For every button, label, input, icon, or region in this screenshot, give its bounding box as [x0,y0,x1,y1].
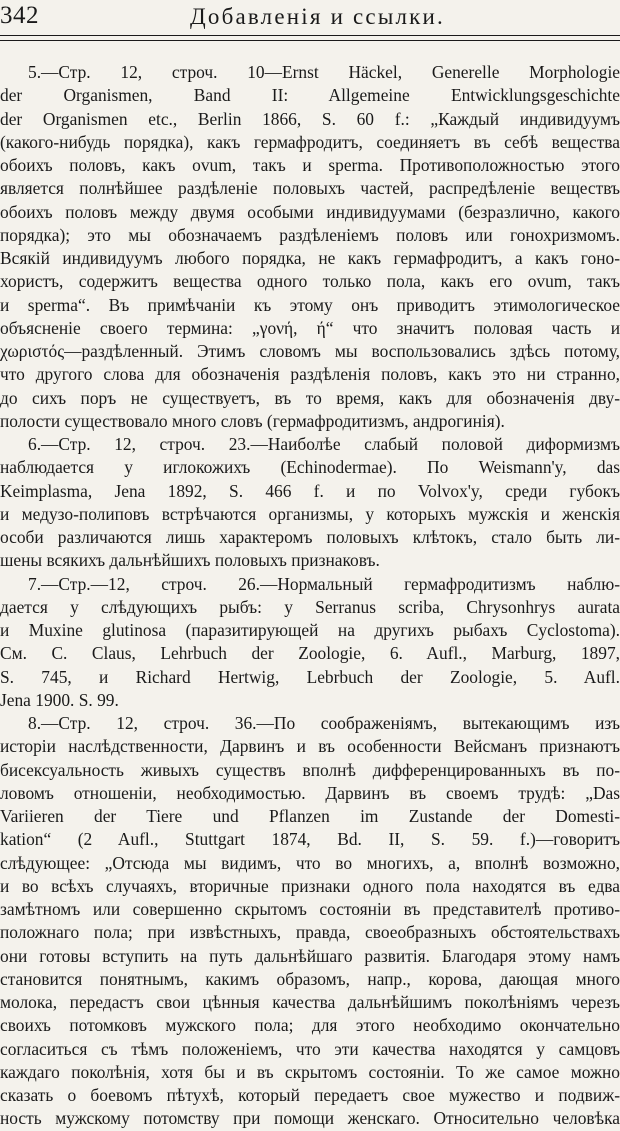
text-line: Keimplasma, Jena 1892, S. 466 f. и по Volvox'y, среди губокъ [0,480,620,501]
paragraph-note-8 [0,712,620,1131]
text-line: χωριστός—раздѣленный. Этимъ словомъ мы воспользовались здѣсь потому, [0,341,620,361]
text-line: и во всѣхъ случаяхъ, вторичные признаки одного пола находятся въ едва [0,875,620,896]
text-line: 8.—Стр. 12, строч. 36.—По соображеніямъ, вытекающимъ изъ [28,713,620,733]
text-line: Variieren der Tiere und Pflanzen im Zustande der Domesti- [0,806,620,826]
notes-body [0,61,620,1131]
text-line: бисексуальность живыхъ существъ вполнѣ дифференцированныхъ въ по- [0,759,620,780]
text-line: 7.—Стр.—12, строч. 26.—Нормальный гермафродитизмъ наблю- [28,573,620,594]
text-line: и Muxine glutinosa (паразитирующей на другихъ рыбахъ Cyclostoma). [0,620,620,640]
text-line: 6.—Стр. 12, строч. 23.—Наиболѣе слабый половой диформизмъ [28,434,620,454]
paragraph-note-7 [0,573,620,713]
text-line: исторіи наслѣдственности, Дарвинъ и въ особенности Вейсманъ признаютъ [0,736,620,757]
text-line: замѣтномъ или совершенно скрытомъ состояніи въ представителѣ противо- [0,899,620,919]
page-header [0,0,620,34]
text-line: сказать о боевомъ пѣтухѣ, который передаетъ свое мужество и подвиж- [0,1085,620,1105]
text-line: объясненіе своего термина: „γονή, ή“ что значитъ половая часть и [0,317,620,338]
text-line: что другого слова для обозначенія раздѣленія половъ, какъ это ни странно, [0,364,620,385]
text-line: (какого-нибудь порядка), какъ гермафродитъ, соединяетъ въ себѣ вещества [0,131,620,152]
text-line: до сихъ поръ не существуетъ, въ то время, какъ для обозначенія дву- [0,387,620,408]
text-line: каждаго поколѣнія, хотя бы и въ скрытомъ состояніи. То же самое можно [0,1061,620,1082]
paragraph-note-6 [0,433,620,573]
text-line: обоихъ половъ, какъ ovum, такъ и sperma. Противоположностью этого [0,155,620,175]
text-line: der Organismen, Band II: Allgemeine Entwicklungsgeschichte [0,85,620,106]
text-line: особи различаются лишь характеромъ половыхъ клѣтокъ, стало быть ли- [0,527,620,547]
text-line: der Organismen etc., Berlin 1866, S. 60 f.: „Каждый индивидуумъ [0,108,620,129]
text-line: ловомъ отношеніи, необходимостью. Дарвинъ въ своемъ трудѣ: „Das [0,782,620,803]
text-line: дается у слѣдующихъ рыбъ: у Serranus scriba, Chrysonhrys aurata [0,596,620,617]
text-line: См. C. Claus, Lehrbuch der Zoologie, 6. Aufl., Marburg, 1897, [0,643,620,664]
header-rule-top [0,35,620,36]
page-number: 342 [0,2,39,29]
text-line: своихъ потомковъ мужского пола; для этого необходимо окончательно [0,1015,620,1036]
text-line: слѣдующее: „Отсюда мы видимъ, что во многихъ, а, вполнѣ возможно, [0,852,620,873]
text-line: они готовы вступить на путь дальнѣйшаго развитія. Благодаря этому намъ [0,945,620,966]
text-line: является полнѣйшее раздѣленіе половыхъ частей, распредѣленіе веществъ [0,178,620,199]
text-line: Jena 1900. S. 99. [0,689,119,710]
paragraph-note-5 [0,61,620,433]
text-line: обоихъ половъ между двумя особыми индивидуумами (безразлично, какого [0,201,620,222]
running-title: Добавленія и ссылки. [190,4,446,29]
text-line: и медузо-полиповъ встрѣчаются организмы, у которыхъ мужскія и женскія [0,503,620,524]
text-line: kation“ (2 Aufl., Stuttgart 1874, Bd. II, S. 59. f.)—говоритъ [0,829,620,850]
header-rule-bottom [0,40,620,41]
text-line: становится понятнымъ, какимъ образомъ, напр., корова, дающая много [0,968,620,989]
text-line: и sperma“. Въ примѣчаніи къ этому онъ приводитъ этимологическое [0,294,620,315]
text-line: 5.—Стр. 12, строч. 10—Ernst Häckel, Generelle Morphologie [28,62,620,82]
text-line: полости существовало много словъ (гермафродитизмъ, андрогинія). [0,410,505,431]
text-line: шены всякихъ дальнѣйшихъ половыхъ признаковъ. [0,550,380,571]
text-line: Всякій индивидуумъ любого порядка, не какъ гермафродитъ, а какъ гоно- [0,248,620,268]
text-line: S. 745, и Richard Hertwig, Lebrbuch der Zoologie, 5. Aufl. [0,666,620,687]
text-line: ность мужскому потомству при помощи женскаго. Относительно человѣка [0,1108,620,1129]
text-line: молока, передастъ свои цѣнныя качества дальнѣйшимъ поколѣніямъ черезъ [0,992,620,1012]
text-line: согласиться съ тѣмъ положеніемъ, что эти качества находятся у самцовъ [0,1038,620,1059]
text-line: наблюдается у иглокожихъ (Echinodermae). По Weismann'y, das [0,457,620,478]
text-line: положнаго пола; при извѣстныхъ, правда, своеобразныхъ обстоятельствахъ [0,922,620,943]
text-line: порядка); это мы обозначаемъ раздѣленіемъ половъ или гонохризмомъ. [0,224,620,245]
text-line: хористъ, содержитъ вещества одного только пола, какъ его ovum, такъ [0,271,620,292]
